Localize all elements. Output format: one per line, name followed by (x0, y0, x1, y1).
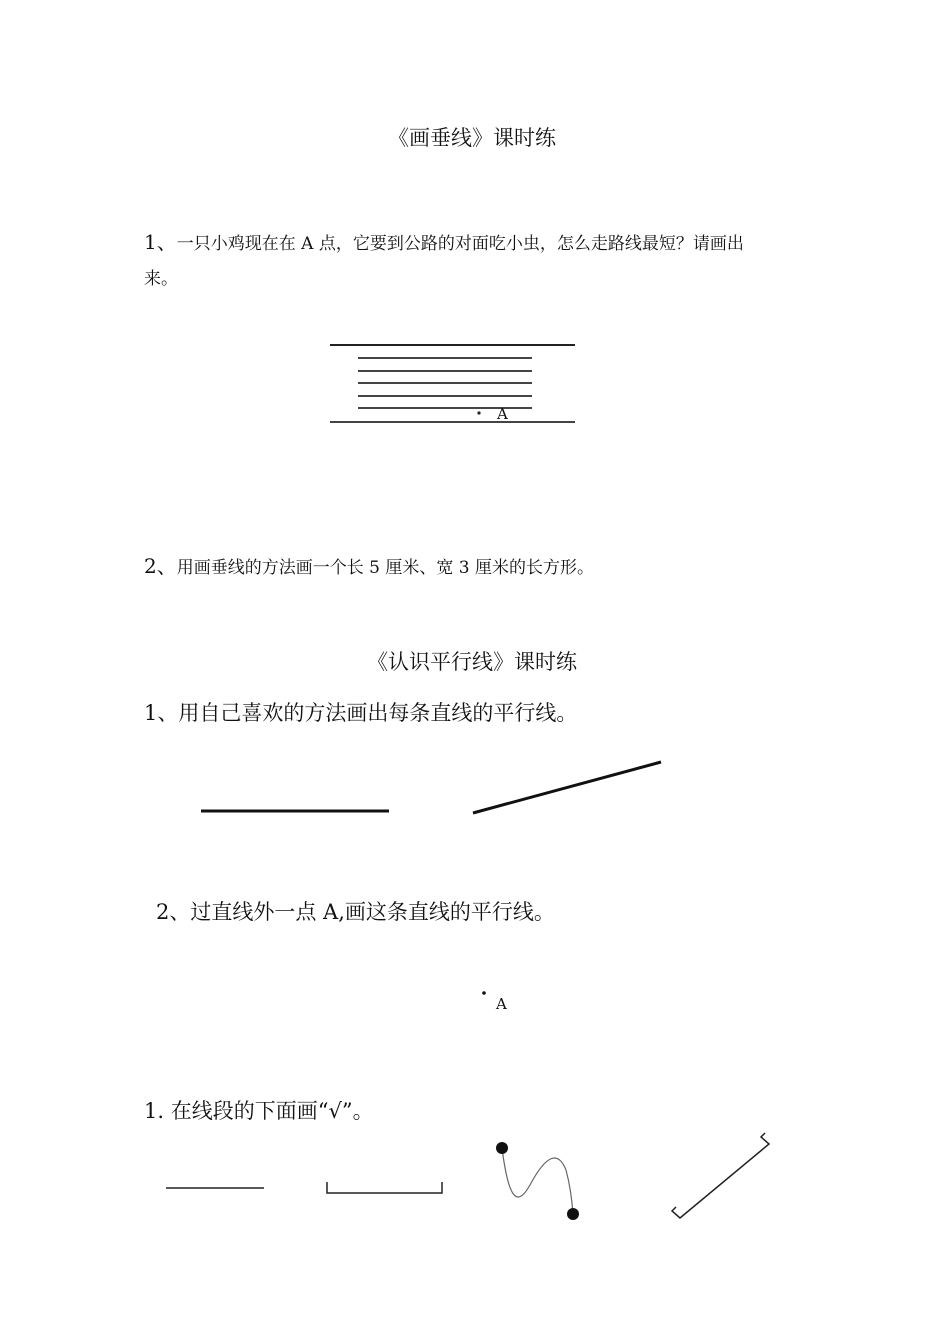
s3-q1-text: 1. 在线段的下面画“√”。 (144, 1099, 374, 1123)
figure-4-slanted-bracket (672, 1133, 769, 1218)
s2-q1-text: 1、用自己喜欢的方法画出每条直线的平行线。 (144, 701, 578, 725)
q1-text-line1: 一只小鸡现在在 A 点，它要到公路的对面吃小虫，怎么走路线最短？请画出 (176, 234, 744, 254)
section1-title: 《画垂线》课时练 (388, 126, 556, 150)
figure-2-bracket (327, 1182, 442, 1193)
q1-number: 1、 (144, 230, 177, 254)
q1-text-line2: 来。 (144, 269, 178, 289)
q2-number: 2、 (144, 554, 177, 578)
point-a-label: A (497, 405, 508, 423)
q2-text: 用画垂线的方法画一个长 5 厘米、宽 3 厘米的长方形。 (176, 558, 594, 578)
figure-3-end-dot (567, 1208, 579, 1220)
figure-3-start-dot (496, 1142, 508, 1154)
s2-point-a-label: A (496, 995, 507, 1013)
figure-3-curve (502, 1148, 573, 1214)
s2-q2-text: 2、过直线外一点 A,画这条直线的平行线。 (156, 900, 555, 924)
section2-title: 《认识平行线》课时练 (367, 650, 577, 674)
